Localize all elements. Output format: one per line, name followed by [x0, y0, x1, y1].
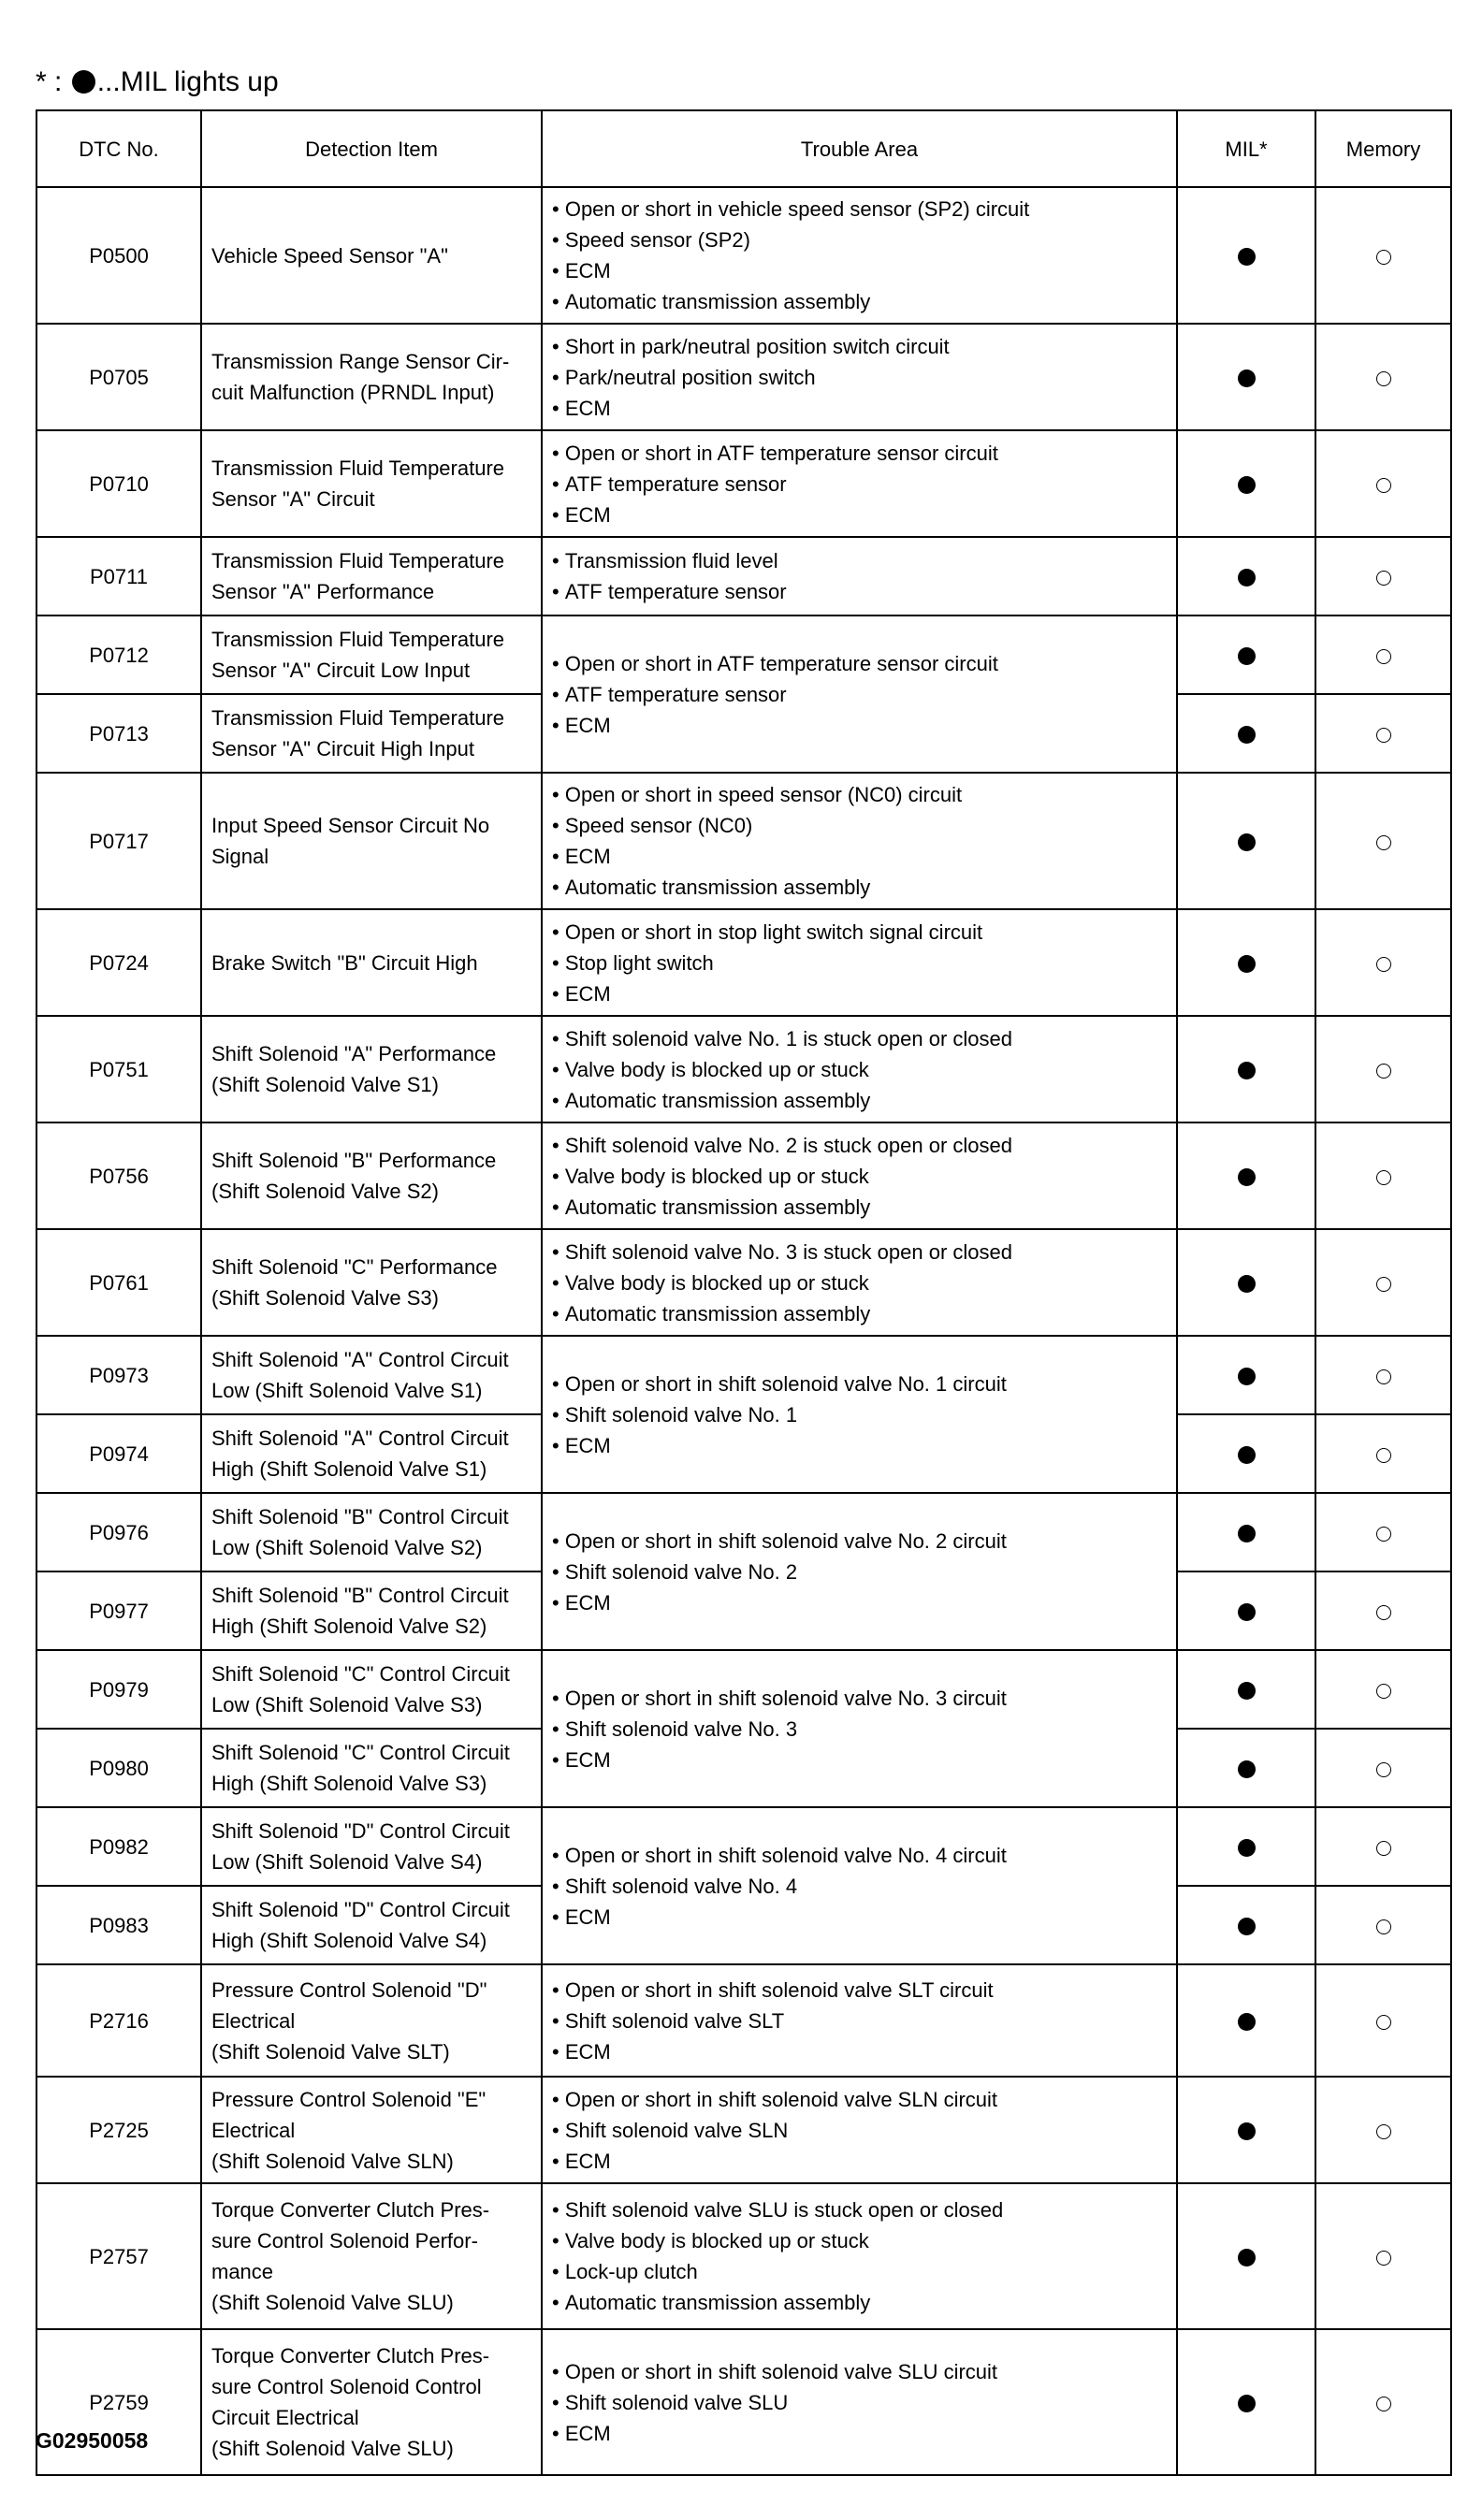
table-row: [36, 616, 1451, 694]
header-mil: MIL*: [1177, 110, 1315, 187]
trouble-area: [542, 1650, 1177, 1807]
detection-item-line: Transmission Fluid Temperature: [211, 706, 505, 730]
detection-item-line: Shift Solenoid "A" Control Circuit: [211, 1427, 509, 1450]
mil-cell: [1177, 1650, 1315, 1729]
memory-open-circle-icon: [1376, 371, 1391, 386]
trouble-area-item: • Open or short in stop light switch signal circuit: [552, 917, 1167, 948]
detection-item-line: Brake Switch "B" Circuit High: [211, 950, 478, 975]
trouble-area-item: • Open or short in shift solenoid valve SLT circuit: [552, 1975, 1167, 2006]
header-dtc-no: DTC No.: [36, 110, 201, 187]
mil-cell: [1177, 1729, 1315, 1807]
table-row: [36, 324, 1451, 430]
trouble-area-item: • Shift solenoid valve No. 2 is stuck open or closed: [552, 1130, 1167, 1161]
detection-item: [201, 1229, 542, 1336]
table-row: [36, 1122, 1451, 1229]
mil-filled-circle-icon: [1238, 476, 1256, 494]
memory-cell: [1315, 2329, 1451, 2475]
memory-cell: [1315, 909, 1451, 1016]
mil-filled-circle-icon: [1238, 2395, 1256, 2412]
memory-cell: [1315, 616, 1451, 694]
trouble-area-item: • ECM: [552, 1587, 1167, 1618]
memory-cell: [1315, 694, 1451, 773]
dtc-code: P0711: [36, 537, 201, 616]
detection-item-line: Shift Solenoid "A" Performance: [211, 1042, 497, 1065]
trouble-area-item: • ECM: [552, 255, 1167, 286]
mil-cell: [1177, 1493, 1315, 1571]
detection-item: [201, 430, 542, 537]
detection-item-line: Shift Solenoid "C" Control Circuit: [211, 1741, 510, 1764]
dtc-code: P0979: [36, 1650, 201, 1729]
detection-item-line: cuit Malfunction (PRNDL Input): [211, 381, 495, 404]
trouble-area-item: • Shift solenoid valve No. 1: [552, 1399, 1167, 1430]
trouble-area-item: • Shift solenoid valve No. 3: [552, 1714, 1167, 1745]
mil-filled-circle-icon: [1238, 248, 1256, 266]
detection-item: [201, 1650, 542, 1729]
table-row: [36, 1493, 1451, 1571]
mil-cell: [1177, 1122, 1315, 1229]
table-row: [36, 1016, 1451, 1122]
trouble-area: [542, 537, 1177, 616]
memory-open-circle-icon: [1376, 1369, 1391, 1384]
detection-item-line: High (Shift Solenoid Valve S3): [211, 1772, 487, 1795]
memory-open-circle-icon: [1376, 1527, 1391, 1542]
detection-item: [201, 187, 542, 324]
detection-item-line: Transmission Fluid Temperature: [211, 628, 505, 651]
detection-item: [201, 1336, 542, 1414]
trouble-area-item: • Automatic transmission assembly: [552, 1298, 1167, 1329]
table-row: [36, 773, 1451, 909]
trouble-area-item: • Speed sensor (SP2): [552, 224, 1167, 255]
mil-cell: [1177, 324, 1315, 430]
trouble-area-item: • ECM: [552, 500, 1167, 530]
mil-cell: [1177, 2329, 1315, 2475]
memory-cell: [1315, 2077, 1451, 2183]
memory-open-circle-icon: [1376, 1841, 1391, 1856]
trouble-area-item: • ECM: [552, 2146, 1167, 2177]
mil-cell: [1177, 773, 1315, 909]
detection-item-line: Torque Converter Clutch Pres-: [211, 2344, 490, 2368]
dtc-code: P0724: [36, 909, 201, 1016]
memory-cell: [1315, 1886, 1451, 1964]
trouble-area: [542, 187, 1177, 324]
trouble-area-item: • Open or short in shift solenoid valve No. 4 circuit: [552, 1840, 1167, 1871]
mil-filled-circle-icon: [1238, 2249, 1256, 2267]
detection-item: [201, 773, 542, 909]
detection-item-line: Circuit Electrical: [211, 2406, 359, 2429]
dtc-code: P2757: [36, 2183, 201, 2329]
mil-cell: [1177, 1807, 1315, 1886]
detection-item-line: Transmission Range Sensor Cir-: [211, 350, 510, 373]
memory-cell: [1315, 1571, 1451, 1650]
detection-item-line: Shift Solenoid "C" Control Circuit: [211, 1662, 510, 1686]
mil-filled-circle-icon: [1238, 2122, 1256, 2140]
detection-item-line: (Shift Solenoid Valve SLU): [211, 2437, 454, 2460]
trouble-area: [542, 1016, 1177, 1122]
mil-filled-circle-icon: [1238, 569, 1256, 587]
memory-cell: [1315, 537, 1451, 616]
mil-filled-circle-icon: [1238, 1275, 1256, 1293]
trouble-area: [542, 1229, 1177, 1336]
mil-cell: [1177, 2077, 1315, 2183]
mil-cell: [1177, 1964, 1315, 2077]
trouble-area-item: • Lock-up clutch: [552, 2256, 1167, 2287]
mil-legend: [36, 62, 279, 103]
mil-filled-circle-icon: [1238, 1525, 1256, 1542]
dtc-code: P0756: [36, 1122, 201, 1229]
mil-cell: [1177, 616, 1315, 694]
mil-filled-circle-icon: [72, 70, 95, 94]
header-memory: Memory: [1315, 110, 1451, 187]
detection-item-line: Low (Shift Solenoid Valve S2): [211, 1536, 483, 1559]
memory-open-circle-icon: [1376, 1605, 1391, 1620]
mil-filled-circle-icon: [1238, 1839, 1256, 1857]
trouble-area-item: • ATF temperature sensor: [552, 469, 1167, 500]
memory-open-circle-icon: [1376, 1762, 1391, 1777]
trouble-area-item: • Valve body is blocked up or stuck: [552, 1054, 1167, 1085]
trouble-area-item: • Shift solenoid valve No. 2: [552, 1557, 1167, 1587]
mil-filled-circle-icon: [1238, 647, 1256, 665]
memory-open-circle-icon: [1376, 1684, 1391, 1699]
detection-item-line: Sensor "A" Circuit Low Input: [211, 659, 471, 682]
dtc-code: P2759: [36, 2329, 201, 2475]
detection-item: [201, 1016, 542, 1122]
mil-filled-circle-icon: [1238, 369, 1256, 387]
detection-item: [201, 324, 542, 430]
memory-cell: [1315, 1016, 1451, 1122]
dtc-table: [36, 109, 1452, 2476]
table-body: [36, 187, 1451, 2475]
detection-item: [201, 909, 542, 1016]
detection-item-line: High (Shift Solenoid Valve S1): [211, 1457, 487, 1481]
memory-cell: [1315, 1964, 1451, 2077]
mil-filled-circle-icon: [1238, 2013, 1256, 2031]
detection-item-line: Shift Solenoid "B" Performance: [211, 1149, 497, 1172]
trouble-area-item: • Automatic transmission assembly: [552, 2287, 1167, 2318]
memory-open-circle-icon: [1376, 728, 1391, 743]
memory-cell: [1315, 1229, 1451, 1336]
trouble-area-item: • Park/neutral position switch: [552, 362, 1167, 393]
memory-open-circle-icon: [1376, 1170, 1391, 1185]
table-row: [36, 430, 1451, 537]
detection-item-line: Low (Shift Solenoid Valve S4): [211, 1850, 483, 1874]
detection-item-line: High (Shift Solenoid Valve S4): [211, 1929, 487, 1952]
figure-id: G02950058: [36, 2428, 149, 2453]
memory-open-circle-icon: [1376, 478, 1391, 493]
trouble-area-item: • Speed sensor (NC0): [552, 810, 1167, 841]
detection-item-line: Shift Solenoid "A" Control Circuit: [211, 1348, 509, 1371]
dtc-code: P0977: [36, 1571, 201, 1650]
trouble-area-item: • Open or short in shift solenoid valve SLU circuit: [552, 2356, 1167, 2387]
detection-item: [201, 1964, 542, 2077]
dtc-code: P0974: [36, 1414, 201, 1493]
header-detection-item: Detection Item: [201, 110, 542, 187]
memory-cell: [1315, 1807, 1451, 1886]
trouble-area-item: • Open or short in shift solenoid valve No. 1 circuit: [552, 1369, 1167, 1399]
dtc-code: P0713: [36, 694, 201, 773]
mil-cell: [1177, 537, 1315, 616]
detection-item-line: Low (Shift Solenoid Valve S3): [211, 1693, 483, 1716]
detection-item-line: High (Shift Solenoid Valve S2): [211, 1615, 487, 1638]
dtc-code: P0983: [36, 1886, 201, 1964]
trouble-area-item: • Open or short in shift solenoid valve SLN circuit: [552, 2084, 1167, 2115]
detection-item-line: Input Speed Sensor Circuit No: [211, 814, 490, 837]
mil-cell: [1177, 2183, 1315, 2329]
trouble-area-item: • Open or short in shift solenoid valve No. 2 circuit: [552, 1526, 1167, 1557]
detection-item-line: Shift Solenoid "B" Control Circuit: [211, 1584, 509, 1607]
detection-item: [201, 1493, 542, 1571]
detection-item-line: Shift Solenoid "D" Control Circuit: [211, 1819, 510, 1843]
memory-cell: [1315, 1336, 1451, 1414]
legend-prefix: * :: [36, 66, 63, 97]
mil-filled-circle-icon: [1238, 1062, 1256, 1079]
memory-open-circle-icon: [1376, 835, 1391, 850]
trouble-area-item: • Automatic transmission assembly: [552, 1085, 1167, 1116]
dtc-code: P0717: [36, 773, 201, 909]
trouble-area: [542, 1336, 1177, 1493]
table-row: [36, 1807, 1451, 1886]
detection-item-line: Pressure Control Solenoid "D": [211, 1977, 487, 2002]
mil-filled-circle-icon: [1238, 726, 1256, 744]
memory-cell: [1315, 1414, 1451, 1493]
trouble-area-item: • ECM: [552, 1430, 1167, 1461]
dtc-code: P0710: [36, 430, 201, 537]
trouble-area-item: • Transmission fluid level: [552, 545, 1167, 576]
legend-text: ...MIL lights up: [96, 66, 279, 97]
trouble-area: [542, 430, 1177, 537]
mil-cell: [1177, 1016, 1315, 1122]
mil-filled-circle-icon: [1238, 1603, 1256, 1621]
dtc-code: P0705: [36, 324, 201, 430]
trouble-area-item: • Stop light switch: [552, 948, 1167, 978]
detection-item-line: sure Control Solenoid Control: [211, 2375, 482, 2398]
mil-cell: [1177, 1336, 1315, 1414]
memory-open-circle-icon: [1376, 250, 1391, 265]
trouble-area-item: • ECM: [552, 2418, 1167, 2449]
trouble-area: [542, 616, 1177, 773]
dtc-code: P0761: [36, 1229, 201, 1336]
trouble-area: [542, 773, 1177, 909]
table-row: [36, 2329, 1451, 2475]
header-trouble-area: Trouble Area: [542, 110, 1177, 187]
memory-open-circle-icon: [1376, 1064, 1391, 1079]
trouble-area-item: • Shift solenoid valve No. 3 is stuck open or closed: [552, 1237, 1167, 1267]
trouble-area-item: • Valve body is blocked up or stuck: [552, 2225, 1167, 2256]
detection-item: [201, 1729, 542, 1807]
memory-open-circle-icon: [1376, 1277, 1391, 1292]
detection-item-line: (Shift Solenoid Valve SLU): [211, 2291, 454, 2314]
mil-cell: [1177, 1886, 1315, 1964]
trouble-area-item: • Shift solenoid valve SLU is stuck open or closed: [552, 2194, 1167, 2225]
dtc-code: P2725: [36, 2077, 201, 2183]
memory-cell: [1315, 324, 1451, 430]
trouble-area-item: • Open or short in ATF temperature sensor circuit: [552, 648, 1167, 679]
mil-cell: [1177, 1571, 1315, 1650]
memory-cell: [1315, 187, 1451, 324]
detection-item-line: sure Control Solenoid Perfor-: [211, 2229, 478, 2252]
memory-cell: [1315, 2183, 1451, 2329]
mil-filled-circle-icon: [1238, 955, 1256, 973]
detection-item: [201, 2329, 542, 2475]
mil-cell: [1177, 1414, 1315, 1493]
detection-item-line: (Shift Solenoid Valve S1): [211, 1073, 439, 1096]
memory-cell: [1315, 773, 1451, 909]
detection-item-line: (Shift Solenoid Valve S2): [211, 1180, 439, 1203]
memory-open-circle-icon: [1376, 2251, 1391, 2266]
trouble-area-item: • ATF temperature sensor: [552, 679, 1167, 710]
trouble-area: [542, 1964, 1177, 2077]
detection-item: [201, 694, 542, 773]
memory-cell: [1315, 1650, 1451, 1729]
mil-filled-circle-icon: [1238, 1446, 1256, 1464]
trouble-area: [542, 2329, 1177, 2475]
mil-filled-circle-icon: [1238, 1918, 1256, 1935]
trouble-area: [542, 2077, 1177, 2183]
memory-open-circle-icon: [1376, 571, 1391, 586]
memory-cell: [1315, 1122, 1451, 1229]
memory-open-circle-icon: [1376, 2397, 1391, 2411]
detection-item-line: Transmission Fluid Temperature: [211, 456, 505, 480]
detection-item-line: Sensor "A" Circuit High Input: [211, 737, 474, 760]
detection-item: [201, 616, 542, 694]
detection-item-line: Pressure Control Solenoid "E": [211, 2087, 487, 2111]
detection-item: [201, 1886, 542, 1964]
trouble-area-item: • Valve body is blocked up or stuck: [552, 1267, 1167, 1298]
dtc-code: P0500: [36, 187, 201, 324]
detection-item-line: Low (Shift Solenoid Valve S1): [211, 1379, 483, 1402]
trouble-area: [542, 909, 1177, 1016]
mil-filled-circle-icon: [1238, 1368, 1256, 1385]
trouble-area-item: • Open or short in speed sensor (NC0) circuit: [552, 779, 1167, 810]
trouble-area-item: • Open or short in shift solenoid valve No. 3 circuit: [552, 1683, 1167, 1714]
memory-open-circle-icon: [1376, 649, 1391, 664]
detection-item-line: Signal: [211, 845, 269, 868]
detection-item-line: Shift Solenoid "D" Control Circuit: [211, 1898, 510, 1921]
trouble-area-item: • Shift solenoid valve No. 1 is stuck open or closed: [552, 1023, 1167, 1054]
mil-cell: [1177, 909, 1315, 1016]
mil-filled-circle-icon: [1238, 1760, 1256, 1778]
trouble-area-item: • ECM: [552, 710, 1167, 741]
trouble-area-item: • ECM: [552, 1745, 1167, 1775]
detection-item: [201, 1571, 542, 1650]
detection-item: [201, 1807, 542, 1886]
trouble-area-item: • ATF temperature sensor: [552, 576, 1167, 607]
detection-item-line: (Shift Solenoid Valve SLT): [211, 2039, 450, 2064]
trouble-area-item: • ECM: [552, 978, 1167, 1009]
memory-open-circle-icon: [1376, 2015, 1391, 2030]
table-row: [36, 187, 1451, 324]
detection-item-line: Shift Solenoid "B" Control Circuit: [211, 1505, 509, 1528]
trouble-area-item: • ECM: [552, 1902, 1167, 1933]
table-row: [36, 1229, 1451, 1336]
trouble-area-item: • ECM: [552, 841, 1167, 872]
trouble-area-item: • Short in park/neutral position switch circuit: [552, 331, 1167, 362]
table-row: [36, 2077, 1451, 2183]
trouble-area-item: • Open or short in vehicle speed sensor (SP2) circuit: [552, 194, 1167, 224]
mil-filled-circle-icon: [1238, 1682, 1256, 1700]
table-row: [36, 537, 1451, 616]
detection-item-line: Sensor "A" Circuit: [211, 487, 375, 511]
trouble-area: [542, 1493, 1177, 1650]
detection-item: [201, 1414, 542, 1493]
dtc-code: P0712: [36, 616, 201, 694]
dtc-code: P0751: [36, 1016, 201, 1122]
mil-cell: [1177, 430, 1315, 537]
detection-item-line: Sensor "A" Performance: [211, 580, 435, 603]
trouble-area-item: • Valve body is blocked up or stuck: [552, 1161, 1167, 1192]
mil-filled-circle-icon: [1238, 833, 1256, 851]
memory-cell: [1315, 430, 1451, 537]
table-row: [36, 1336, 1451, 1414]
trouble-area-item: • Shift solenoid valve SLT: [552, 2006, 1167, 2036]
dtc-code: P2716: [36, 1964, 201, 2077]
detection-item-line: mance: [211, 2260, 274, 2283]
detection-item: [201, 537, 542, 616]
dtc-code: P0980: [36, 1729, 201, 1807]
trouble-area-item: • ECM: [552, 393, 1167, 424]
table-row: [36, 2183, 1451, 2329]
trouble-area-item: • Shift solenoid valve No. 4: [552, 1871, 1167, 1902]
dtc-code: P0973: [36, 1336, 201, 1414]
trouble-area-item: • Shift solenoid valve SLN: [552, 2115, 1167, 2146]
memory-open-circle-icon: [1376, 1919, 1391, 1934]
dtc-code: P0982: [36, 1807, 201, 1886]
trouble-area: [542, 1122, 1177, 1229]
detection-item-line: Transmission Fluid Temperature: [211, 549, 505, 572]
memory-cell: [1315, 1729, 1451, 1807]
trouble-area-item: • Automatic transmission assembly: [552, 286, 1167, 317]
detection-item-line: Electrical: [211, 2118, 296, 2142]
detection-item: [201, 1122, 542, 1229]
detection-item-line: (Shift Solenoid Valve SLN): [211, 2149, 454, 2173]
table-header-row: [36, 110, 1451, 187]
trouble-area-item: • Open or short in ATF temperature sensor circuit: [552, 438, 1167, 469]
mil-filled-circle-icon: [1238, 1168, 1256, 1186]
trouble-area: [542, 2183, 1177, 2329]
table-row: [36, 909, 1451, 1016]
memory-open-circle-icon: [1376, 2124, 1391, 2139]
trouble-area: [542, 324, 1177, 430]
detection-item-line: Torque Converter Clutch Pres-: [211, 2198, 490, 2222]
detection-item: [201, 2077, 542, 2183]
detection-item-line: Vehicle Speed Sensor "A": [211, 243, 448, 268]
table-row: [36, 1964, 1451, 2077]
trouble-area-item: • Automatic transmission assembly: [552, 1192, 1167, 1223]
detection-item-line: (Shift Solenoid Valve S3): [211, 1286, 439, 1310]
mil-cell: [1177, 1229, 1315, 1336]
table-row: [36, 1650, 1451, 1729]
memory-open-circle-icon: [1376, 957, 1391, 972]
dtc-code: P0976: [36, 1493, 201, 1571]
detection-item-line: Shift Solenoid "C" Performance: [211, 1255, 498, 1279]
trouble-area-item: • Shift solenoid valve SLU: [552, 2387, 1167, 2418]
mil-cell: [1177, 694, 1315, 773]
memory-open-circle-icon: [1376, 1448, 1391, 1463]
detection-item: [201, 2183, 542, 2329]
memory-cell: [1315, 1493, 1451, 1571]
detection-item-line: Electrical: [211, 2008, 296, 2033]
trouble-area: [542, 1807, 1177, 1964]
mil-cell: [1177, 187, 1315, 324]
trouble-area-item: • ECM: [552, 2036, 1167, 2067]
trouble-area-item: • Automatic transmission assembly: [552, 872, 1167, 903]
